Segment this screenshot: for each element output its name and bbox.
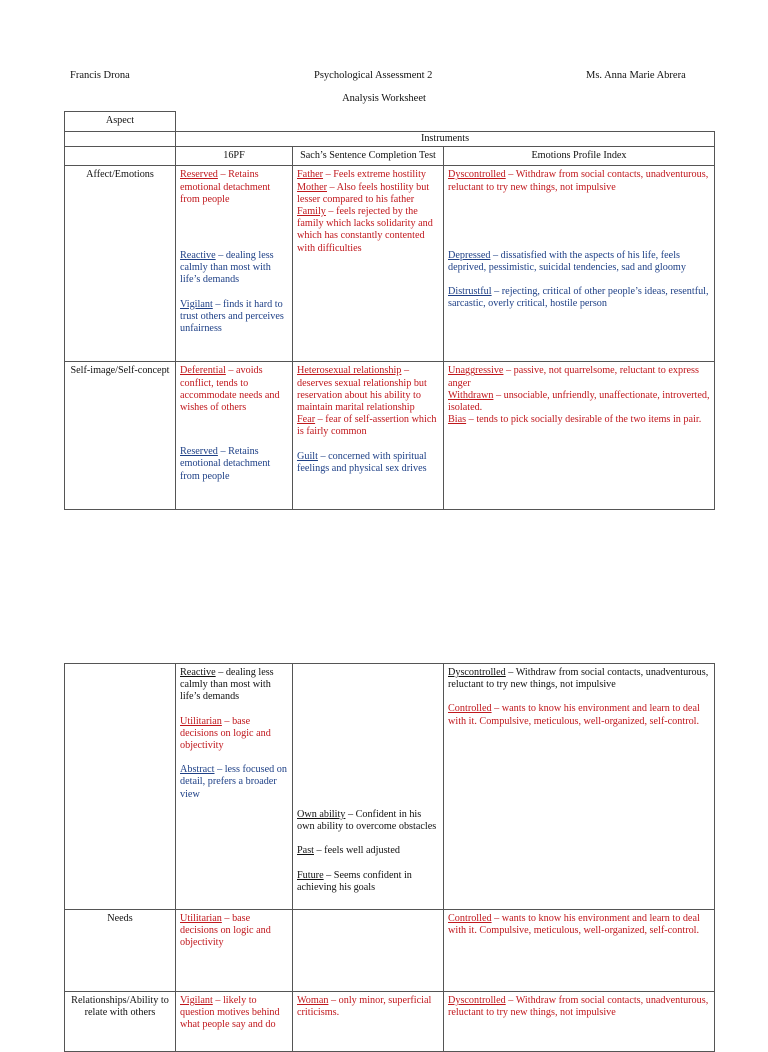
entry: Heterosexual relationship – deserves sexual relationship but reservation about his ability to maintain marital relationship (297, 365, 427, 414)
entry: Distrustful – rejecting, critical of other people’s ideas, resentful, sarcastic, overly critical, hostile person (448, 286, 709, 310)
cell-self-sct (293, 362, 444, 510)
instructor-name: Ms. Anna Marie Abrera (586, 70, 686, 81)
cell-rel-16pf (176, 992, 293, 1052)
entry: Unaggressive – passive, not quarrelsome, reluctant to express anger (448, 365, 699, 389)
aspect-header: Aspect (65, 112, 176, 132)
entry: Reserved – Retains emotional detachment from people (180, 169, 271, 205)
cell-needs-sct (293, 910, 444, 992)
entry: Utilitarian – base decisions on logic and objectivity (180, 913, 271, 949)
cell-cont-epi (444, 664, 715, 910)
entry: Father – Feels extreme hostility (297, 169, 427, 181)
analysis-table-2 (64, 663, 715, 1052)
entry: Utilitarian – base decisions on logic and objectivity (180, 715, 271, 752)
entry: Future – Seems confident in achieving his goals (297, 869, 412, 893)
cell-cont-16pf (176, 664, 293, 910)
entry: Woman – only minor, superficial criticisms. (297, 995, 432, 1019)
entry: Deferential – avoids conflict, tends to accommodate needs and wishes of others (180, 365, 280, 414)
entry: Fear – fear of self-assertion which is fairly common (297, 414, 437, 438)
aspect-continued (65, 664, 176, 910)
col-header-sct: Sach’s Sentence Completion Test (293, 147, 444, 166)
entry: Guilt – concerned with spiritual feelings and physical sex drives (297, 450, 427, 474)
entry: Family – feels rejected by the family which lacks solidarity and which has constantly contented with difficulties (297, 206, 433, 254)
aspect-affect: Affect/Emotions (65, 166, 176, 362)
aspect-relationships: Relationships/Ability to relate with others (65, 992, 176, 1052)
entry: Withdrawn – unsociable, unfriendly, unaffectionate, introverted, isolated. (448, 389, 710, 414)
entry: Vigilant – finds it hard to trust others and perceives unfairness (180, 298, 284, 335)
entry: Dyscontrolled – Withdraw from social contacts, unadventurous, reluctant to try new things, not impulsive (448, 169, 709, 193)
cell-affect-16pf (176, 166, 293, 362)
analysis-table-1 (64, 111, 715, 510)
entry: Past – feels well adjusted (297, 845, 400, 857)
cell-needs-16pf (176, 910, 293, 992)
entry: Dyscontrolled – Withdraw from social contacts, unadventurous, reluctant to try new things, not impulsive (448, 995, 709, 1019)
entry: Reactive – dealing less calmly than most with life’s demands (180, 667, 274, 703)
entry: Vigilant – likely to question motives behind what people say and do (180, 995, 280, 1031)
student-name: Francis Drona (70, 70, 130, 81)
instruments-header: Instruments (176, 132, 715, 147)
aspect-needs: Needs (65, 910, 176, 992)
cell-rel-sct (293, 992, 444, 1052)
entry: Depressed – dissatisfied with the aspects of his life, feels deprived, pessimistic, suicidal tendencies, sad and gloomy (448, 249, 686, 274)
cell-cont-sct (293, 664, 444, 910)
cell-needs-epi (444, 910, 715, 992)
entry: Reserved – Retains emotional detachment from people (180, 446, 271, 482)
entry: Controlled – wants to know his environment and learn to deal with it. Compulsive, meticulous, well-organized, self-control. (448, 703, 700, 727)
col-header-16pf: 16PF (176, 147, 293, 166)
worksheet-title: Analysis Worksheet (342, 93, 426, 104)
entry: Dyscontrolled – Withdraw from social contacts, unadventurous, reluctant to try new things, not impulsive (448, 667, 709, 691)
entry: Mother – Also feels hostility but lesser compared to his father (297, 181, 430, 205)
cell-affect-epi (444, 166, 715, 362)
col-header-epi: Emotions Profile Index (444, 147, 715, 166)
entry: Own ability – Confident in his own ability to overcome obstacles (297, 809, 437, 833)
cell-rel-epi (444, 992, 715, 1052)
aspect-self-image: Self-image/Self-concept (65, 362, 176, 510)
entry: Abstract – less focused on detail, prefers a broader view (180, 764, 287, 800)
cell-affect-sct (293, 166, 444, 362)
cell-self-epi (444, 362, 715, 510)
entry: Controlled – wants to know his environment and learn to deal with it. Compulsive, meticulous, well-organized, self-control. (448, 913, 700, 937)
entry: Bias – tends to pick socially desirable of the two items in pair. (448, 414, 702, 426)
cell-self-16pf (176, 362, 293, 510)
course-title: Psychological Assessment 2 (314, 70, 433, 81)
entry: Reactive – dealing less calmly than most with life’s demands (180, 250, 274, 286)
